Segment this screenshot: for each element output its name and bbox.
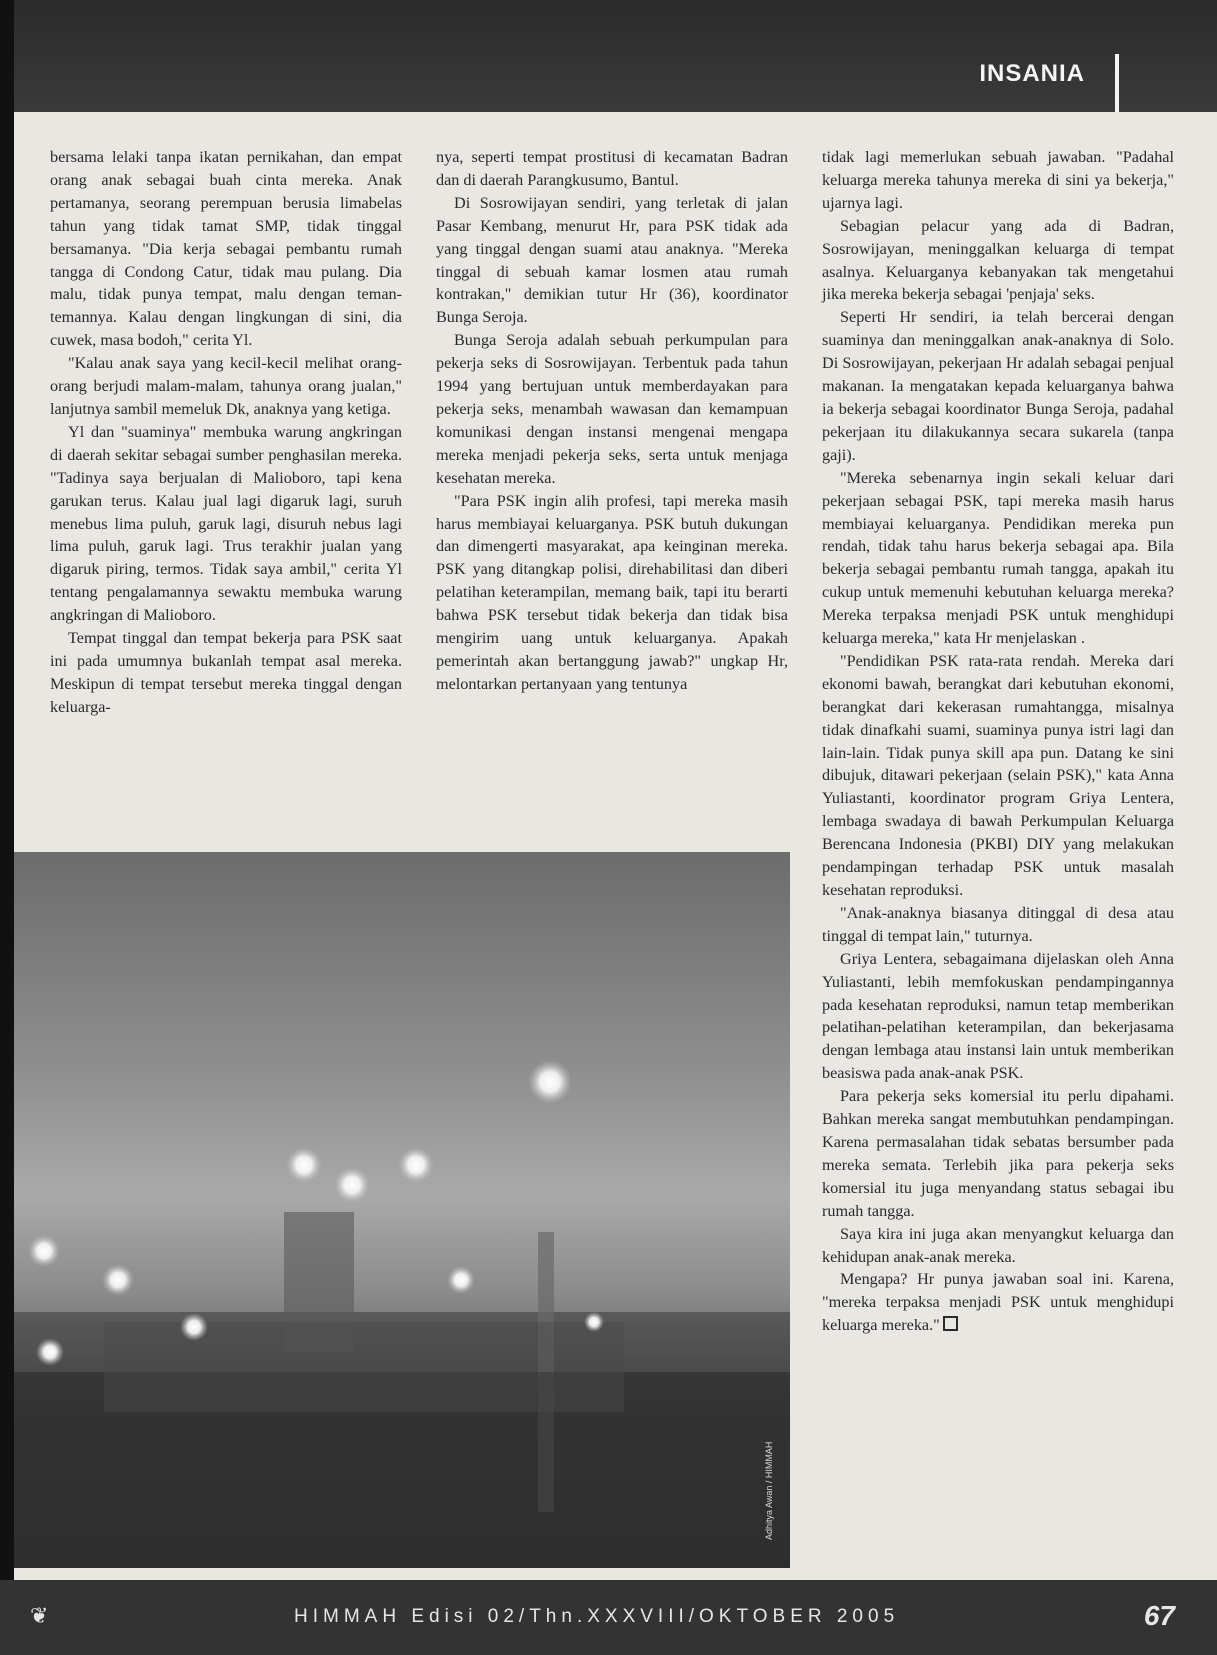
paragraph: "Para PSK ingin alih profesi, tapi mereka masih harus membiayai keluarganya. PSK butuh dukungan dan dimengerti masyarakat, apa keinginan mereka. PSK yang ditangkap polisi, direhabilitasi dan diberi pelatihan keterampilan, memang baik, tapi itu berarti bahwa PSK tersebut tidak bekerja dan tidak bisa mengirim uang untuk keluarganya. Apakah pemerintah akan bertanggung jawab?" ungkap Hr, melontarkan pertanyaan yang tentunya xyxy=(436,491,788,693)
paragraph: Seperti Hr sendiri, ia telah bercerai dengan suaminya dan meninggalkan anak-anaknya di Solo. Di Sosrowijayan, pekerjaan Hr adalah sebagai penjual makanan. Ia mengatakan kepada keluarganya bahwa ia bekerja sebagai koordinator Bunga Seroja, padahal pekerjaan itu dilakukannya secara sukarela (tanpa gaji). xyxy=(822,308,1174,464)
paragraph: Di Sosrowijayan sendiri, yang terletak di jalan Pasar Kembang, menurut Hr, para PSK tidak ada yang tinggal dengan suami atau anaknya. "Mereka tinggal di sebuah kamar losmen atau rumah kontrakan," demikian tutur Hr (36), koordinator Bunga Seroja. xyxy=(436,193,788,327)
paragraph: "Pendidikan PSK rata-rata rendah. Mereka dari ekonomi bawah, berangkat dari kebutuhan ekonomi, berangkat dari kekerasan rumahtangga, misalnya tidak dinafkahi suami, suaminya punya istri lagi dan lain-lain. Tidak punya skill apa pun. Datang ke sini dibujuk, ditawari pekerjaan (selain PSK)," kata Anna Yuliastanti, koordinator program Griya Lentera, lembaga swadaya di bawah Perkumpulan Keluarga Berencana Indonesia (PKBI) DIY yang melakukan pendampingan terhadap PSK untuk masalah kesehatan reproduksi. xyxy=(822,651,1174,899)
section-label: INSANIA xyxy=(979,60,1085,87)
column-2 xyxy=(436,146,788,696)
column-1 xyxy=(50,146,402,719)
paragraph: Para pekerja seks komersial itu perlu dipahami. Bahkan mereka sangat membutuhkan pendampingan. Karena permasalahan tidak sebatas bersumber pada mereka semata. Terlebih jika para pekerja seks komersial itu juga menyandang status sebagai ibu rumah tangga. xyxy=(822,1087,1174,1220)
paragraph: nya, seperti tempat prostitusi di kecamatan Badran dan di daerah Parangkusumo, Bantul. xyxy=(436,148,788,189)
page-edge-strip xyxy=(0,0,14,1655)
paragraph: Sebagian pelacur yang ada di Badran, Sosrowijayan, meninggalkan keluarga di tempat asalnya. Keluarganya kebanyakan tak mengetahui jika mereka bekerja sebagai 'penjaja' seks. xyxy=(822,216,1174,304)
paragraph: tidak lagi memerlukan sebuah jawaban. "Padahal keluarga mereka tahunya mereka di sini ya bekerja," ujarnya lagi. xyxy=(822,148,1174,212)
header-band xyxy=(0,0,1217,112)
publication-info: HIMMAH Edisi 02/Thn.XXXVIII/OKTOBER 2005 xyxy=(294,1606,900,1627)
paragraph: bersama lelaki tanpa ikatan pernikahan, dan empat orang anak sebagai buah cinta mereka. Anak pertamanya, seorang perempuan berusia limabelas tahun yang tidak tamat SMP, tidak tinggal bersamanya. "Dia kerja sebagai pembantu rumah tangga di Condong Catur, tidak mau pulang. Dia malu, tidak punya tempat, malu dengan teman-temannya. Kalau dengan lingkungan di sini, dia cuwek, masa bodoh," cerita Yl. xyxy=(50,148,402,350)
paragraph: "Mereka sebenarnya ingin sekali keluar dari pekerjaan sebagai PSK, tapi mereka masih harus membiayai keluarganya. Pendidikan mereka pun rendah, tidak tahu harus bekerja sebagai apa. Bila bekerja sebagai pembantu rumah tangga, apakah itu cukup untuk memenuhi kebutuhan keluarga mereka? Mereka terpaksa menjadi PSK untuk menghidupi keluarga mereka," kata Hr menjelaskan . xyxy=(822,468,1174,648)
paragraph-final xyxy=(822,1268,1174,1337)
paragraph: Bunga Seroja adalah sebuah perkumpulan para pekerja seks di Sosrowijayan. Terbentuk pada tahun 1994 yang bertujuan untuk memberdayakan para pekerja seks, menambah wawasan dan kemampuan komunikasi dengan instansi mengenai mengapa mereka menjadi pekerja seks, serta untuk menjaga kesehatan mereka. xyxy=(436,331,788,487)
paragraph: Saya kira ini juga akan menyangkut keluarga dan kehidupan anak-anak mereka. xyxy=(822,1224,1174,1266)
paragraph: Tempat tinggal dan tempat bekerja para PSK saat ini pada umumnya bukanlah tempat asal mereka. Meskipun di tempat tersebut mereka tinggal dengan keluarga- xyxy=(50,629,402,716)
paragraph: "Anak-anaknya biasanya ditinggal di desa atau tinggal di tempat lain," tuturnya. xyxy=(822,903,1174,945)
paragraph: Griya Lentera, sebagaimana dijelaskan oleh Anna Yuliastanti, lebih memfokuskan pendampingannya pada kesehatan reproduksi, namun tetap memberikan pelatihan-pelatihan keterampilan, dan bekerjasama dengan lembaga atau instansi lain untuk memberikan beasiswa pada anak-anak PSK. xyxy=(822,949,1174,1083)
paragraph: Yl dan "suaminya" membuka warung angkringan di daerah sekitar sebagai sumber penghasilan mereka. "Tadinya saya berjualan di Malioboro, tapi kena garukan terus. Kalau jual lagi digaruk lagi, suruh menebus lima puluh, garuk lagi, disuruh nebus lagi lima puluh, garuk lagi. Trus terakhir jualan yang digaruk piring, termos. Tidak saya ambil," cerita Yl tentang pengalamannya sewaktu membuka warung angkringan di Malioboro. xyxy=(50,422,402,625)
paragraph-final-text: Mengapa? Hr punya jawaban soal ini. Karena, "mereka terpaksa menjadi PSK untuk menghidupi keluarga mereka." xyxy=(822,1270,1174,1335)
night-street-photo xyxy=(14,852,790,1568)
photo-illustration xyxy=(14,852,790,1568)
end-mark-icon xyxy=(943,1316,958,1331)
section-rule xyxy=(1115,54,1119,112)
footer-ornament-icon: ❦ xyxy=(30,1604,49,1629)
photo-credit: Adhitya Awan / HIMMAH xyxy=(764,1441,774,1540)
column-3 xyxy=(822,146,1174,1337)
paragraph: "Kalau anak saya yang kecil-kecil melihat orang-orang berjudi malam-malam, tahunya orang jualan," lanjutnya sambil memeluk Dk, anaknya yang ketiga. xyxy=(50,354,402,418)
page-number: 67 xyxy=(1143,1600,1175,1631)
